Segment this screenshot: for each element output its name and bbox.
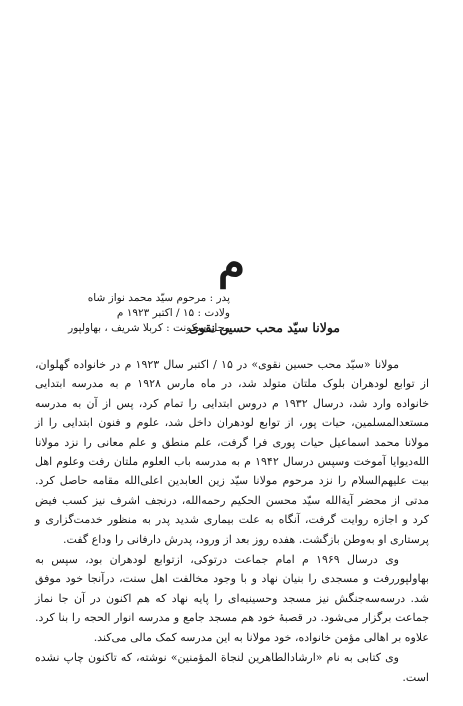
paragraph: مولانا «سیّد محب حسین نقوی» در ۱۵ / اکتبر سال ۱۹۲۳ م در خانواده گهلوان، از توابع لودهران بلوک ملتان متولد شد، در ماه مارس ۱۹۲۸ م به مدرسه ابتدایی خانواده وارد شد، درسال ۱۹۳۲ م دروس ابتدایی را تمام کرد، پس از آن به مدرسه مستعدالمسلمین، حیات پور، از توابع لودهران داخل شد، علوم و فنون ابتدایی را از مولانا محمد اسماعیل حیات پوری فرا گرفت، علم منطق و علم معانی را نزد مولانا الله‌دیوایا آموخت وسپس درسال ۱۹۴۲ م به مدرسه باب العلوم ملتان رفت وعلوم اهل بیت علیهم‌السلام را نزد مرحوم مولانا سیّد زین العابدین اعلی‌الله مقامه حاصل کرد. مدتی از محضر آیة‌الله سیّد محسن الحکیم رحمه‌الله، درنجف اشرف نیز کسب فیض کرد و اجازه روایت گرفت، آنگاه به علت بیماری شدید پدر به منظور خدمت‌گزاری و پرستاری او به‌وطن بازگشت. هفده روز بعد از ورود، پدرش دارفانی را وداع گفت. [35,358,430,546]
paragraph: وی درسال ۱۹۶۹ م امام جماعت درتوکی، ازتوابع لودهران بود، سپس به بهاولپوررفت و مسجدی را بنیان نهاد و با وجود مخالفت اهل سنت، درآنجا خود موفق شد. درسه‌سه‌جنگش نیز مسجد وحسینیه‌ای را پایه نهاد که هم اکنون در آن جا نماز جماعت برگزار می‌شود. در قصبهٔ خود هم مسجد جامع و مدرسه انوار الحجه را بنا کرد. علاوه بر اهالی مؤمن خانواده، خود مولانا به این مدرسه کمک مالی می‌کند. [35,553,429,644]
paragraph: وی کتابی به نام «ارشادالطاهرین لنجاة المؤمنین» نوشته، که تاکنون چاپ نشده است. [35,651,429,684]
birth-line: ولادت : ۱۵ / اکتبر ۱۹۲۳ م [116,307,230,319]
biography-body [35,355,429,687]
residence-line: محل سکونت : کربلا شریف ، بهاولپور [68,322,230,334]
father-line: پدر : مرحوم سیّد محمد نواز شاه [87,292,230,304]
section-letter-heading: م [217,238,246,289]
person-name-heading: مولانا سیّد محب حسین نقوی [188,320,340,335]
